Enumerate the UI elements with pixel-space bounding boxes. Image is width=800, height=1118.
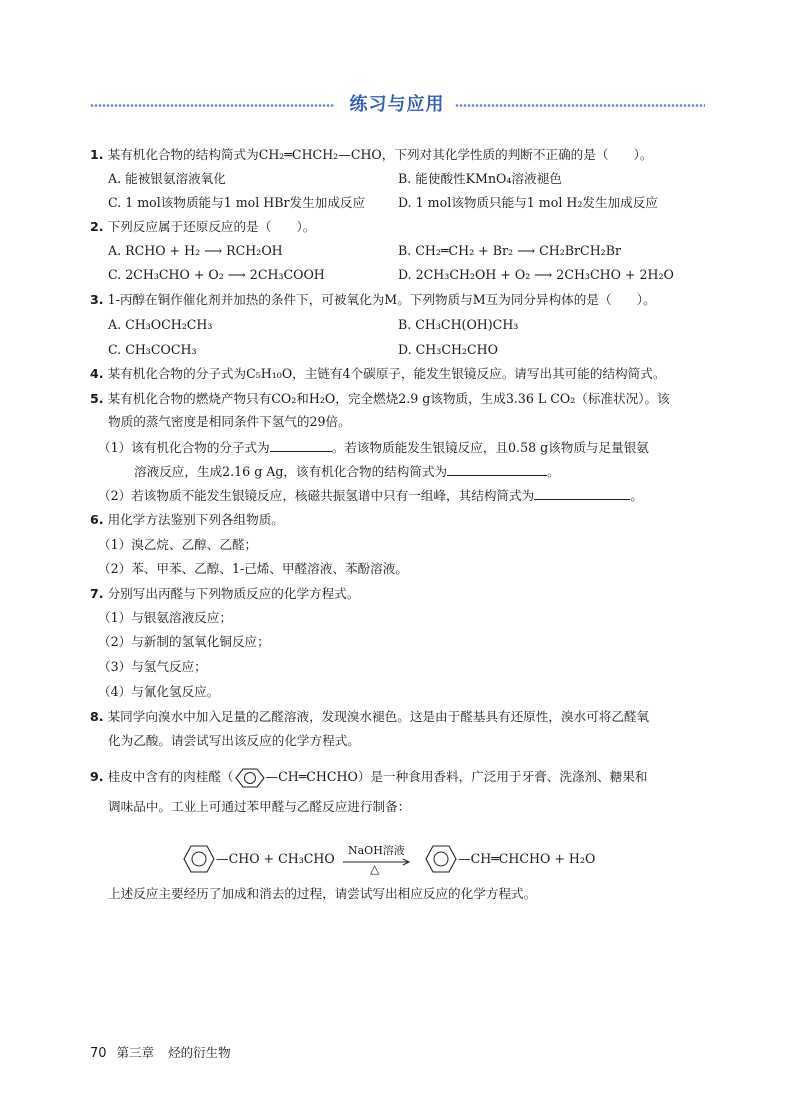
question-5 [90,391,670,407]
section-title: 练习与应用 [349,94,445,115]
question-text: 某有机化合物的燃烧产物只有CO₂和H₂O，完全燃烧2.9 g该物质，生成3.36 L CO₂（标准状况）。该 [107,391,670,406]
question-number: 2. [90,219,104,234]
question-text: 桂皮中含有的肉桂醛（ [107,769,234,784]
q3-option-d: D. CH₃CH₂CHO [398,342,498,357]
benzene-ring-icon [182,844,216,874]
question-number: 1. [90,147,104,162]
q8-text-continued: 化为乙酸。请尝试写出该反应的化学方程式。 [108,733,360,748]
q9-text-continued: 调味品中。工业上可通过苯甲醛与乙醛反应进行制备： [108,799,411,814]
question-text: ）是一种食用香料，广泛用于牙膏、洗涤剂、糖果和 [357,769,648,784]
question-number: 5. [90,391,104,406]
reactants: —CHO + CH₃CHO [216,851,335,866]
q1-option-b: B. 能使酸性KMnO₄溶液褪色 [398,171,562,186]
question-6 [90,512,284,528]
question-number: 3. [90,292,104,307]
q2-option-b: B. CH₂═CH₂ + Br₂ ⟶ CH₂BrCH₂Br [398,243,622,258]
section-header [90,90,705,120]
header-dotted-rule-left [90,103,335,108]
question-number: 4. [90,366,104,381]
benzene-ring-icon [424,844,458,874]
chapter-label: 第三章 [116,1045,155,1060]
question-number: 7. [90,586,104,601]
question-text: 某有机化合物的分子式为C₅H₁₀O，主链有4个碳原子，能发生银镜反应。请写出其可能的结构简式。 [107,366,666,381]
products: —CH═CHCHO + H₂O [458,851,596,866]
q5-sub-1 [98,439,649,456]
q9-final-instruction: 上述反应主要经历了加成和消去的过程，请尝试写出相应反应的化学方程式。 [108,886,537,901]
answer-blank[interactable] [447,463,547,476]
header-dotted-rule-right [455,103,705,108]
answer-blank[interactable] [270,439,332,452]
question-8 [90,709,649,725]
q2-option-c: C. 2CH₃CHO + O₂ ⟶ 2CH₃COOH [108,267,325,282]
chapter-title: 烃的衍生物 [168,1045,231,1060]
sub-text: 。若该物质能发生银镜反应，且0.58 g该物质与足量银氨 [331,440,649,455]
reaction-condition: NaOH溶液 [348,844,405,857]
page-footer [90,1043,231,1061]
question-1 [90,147,653,163]
question-2 [90,219,315,235]
q7-sub-2: （2）与新制的氢氧化铜反应； [98,634,270,649]
q3-option-a: A. CH₃OCH₂CH₃ [108,317,213,332]
benzene-ring-icon [234,767,266,789]
answer-blank[interactable] [534,487,630,500]
q5-sub-2 [98,487,643,504]
question-4 [90,366,665,382]
page-number: 70 [90,1046,107,1061]
question-text: 某有机化合物的结构简式为CH₂═CHCH₂—CHO，下列对其化学性质的判断不正确的是（ ）。 [107,147,653,162]
question-number: 6. [90,512,104,527]
sub-text: （1）该有机化合物的分子式为 [98,440,270,455]
q2-option-a: A. RCHO + H₂ ⟶ RCH₂OH [108,243,283,258]
q7-sub-3: （3）与氢气反应； [98,659,207,674]
question-7 [90,586,359,602]
sub-text: （2）若该物质不能发生银镜反应，核磁共振氢谱中只有一组峰，其结构简式为 [98,488,535,503]
sub-text: 。 [547,464,560,479]
q6-sub-2: （2）苯、甲苯、乙醇、1-己烯、甲醛溶液、苯酚溶液。 [98,561,408,576]
sub-text: 溶液反应，生成2.16 g Ag，该有机化合物的结构简式为 [134,464,448,479]
question-text: 1-丙醇在铜作催化剂并加热的条件下，可被氧化为M。下列物质与M互为同分异构体的是（ ）。 [107,292,656,307]
q2-option-d: D. 2CH₃CH₂OH + O₂ ⟶ 2CH₃CHO + 2H₂O [398,267,674,282]
question-text: 分别写出丙醛与下列物质反应的化学方程式。 [107,586,360,601]
q1-option-c: C. 1 mol该物质能与1 mol HBr发生加成反应 [108,195,366,210]
question-text: 用化学方法鉴别下列各组物质。 [107,512,284,527]
question-3 [90,292,656,308]
q1-option-a: A. 能被银氨溶液氧化 [108,171,226,186]
q7-sub-1: （1）与银氨溶液反应； [98,610,232,625]
question-9 [90,766,648,789]
reaction-equation [180,840,620,880]
sub-text: 。 [630,488,643,503]
question-number: 9. [90,769,104,784]
q3-option-b: B. CH₃CH(OH)CH₃ [398,317,519,332]
cinnamaldehyde-side-chain: —CH═CHCHO [265,769,358,784]
question-number: 8. [90,709,104,724]
q3-option-c: C. CH₃COCH₃ [108,342,197,357]
heat-symbol: △ [370,862,380,876]
q6-sub-1: （1）溴乙烷、乙醇、乙醛； [98,537,258,552]
q5-text-continued: 物质的蒸气密度是相同条件下氢气的29倍。 [108,414,351,429]
q1-option-d: D. 1 mol该物质只能与1 mol H₂发生加成反应 [398,195,658,210]
question-text: 下列反应属于还原反应的是（ ）。 [107,219,316,234]
question-text: 某同学向溴水中加入足量的乙醛溶液，发现溴水褪色。这是由于醛基具有还原性，溴水可将乙醛氧 [107,709,650,724]
q5-sub-1-continued [134,463,560,480]
q7-sub-4: （4）与氰化氢反应。 [98,684,220,699]
